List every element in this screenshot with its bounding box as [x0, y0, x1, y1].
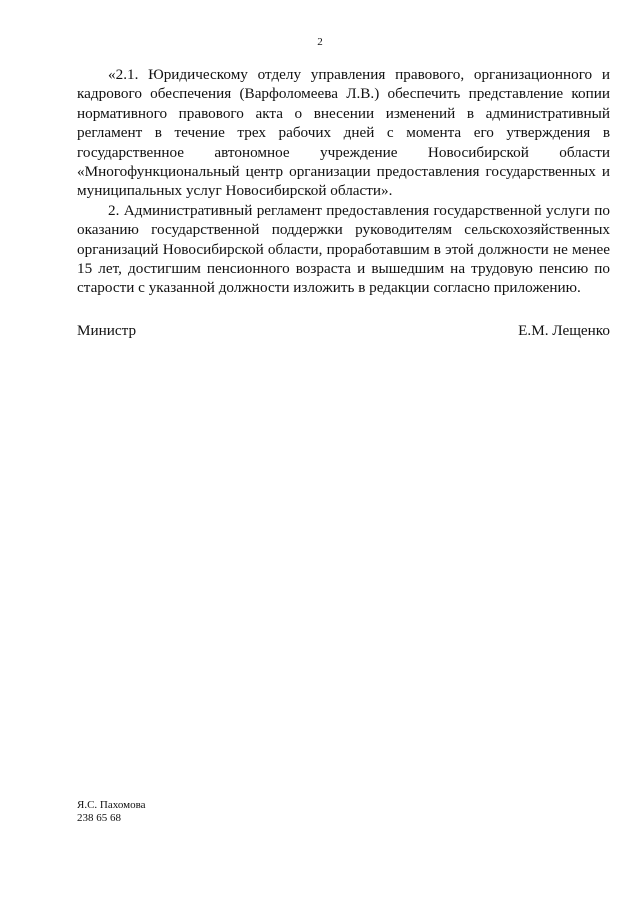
paragraph-2: 2. Административный регламент предоставления государственной услуги по оказанию государственной поддержки руководителям сельскохозяйственных организаций Новосибирской области, проработавшим в этой должности не менее 15 лет, достигшим пенсионного возраста и вышедшим на трудовую пенсию по старости с указанной должности изложить в редакции согласно приложению. — [77, 201, 610, 297]
executor-note — [77, 799, 146, 825]
body-text — [77, 65, 610, 298]
page-number: 2 — [317, 36, 323, 48]
signatory-name: Е.М. Лещенко — [518, 322, 610, 339]
signature-block — [77, 321, 610, 340]
paragraph-2-1: «2.1. Юридическому отделу управления правового, организационного и кадрового обеспечения (Варфоломеева Л.В.) обеспечить представление копии нормативного правового акта о внесении изменений в административный регламент в течение трех рабочих дней с момента его утверждения в государственное автономное учреждение Новосибирской области «Многофункциональный центр организации предоставления государственных и муниципальных услуг Новосибирской области». — [77, 66, 610, 200]
executor-name: Я.С. Пахомова — [77, 799, 146, 811]
executor-phone: 238 65 68 — [77, 812, 121, 824]
signatory-position: Министр — [77, 322, 137, 339]
